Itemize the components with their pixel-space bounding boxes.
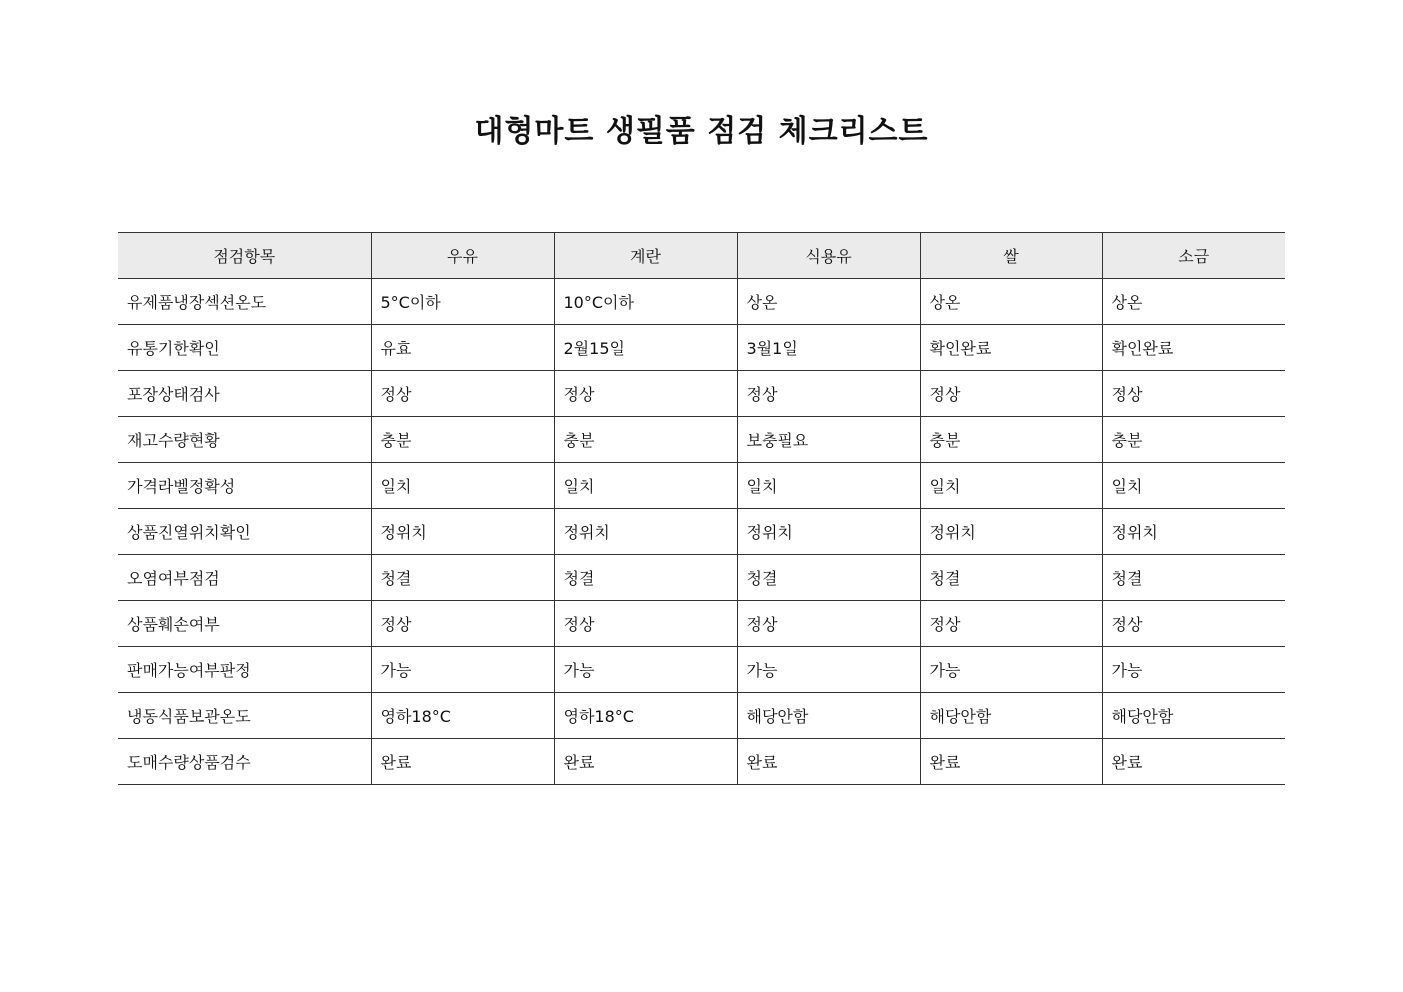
row-label: 냉동식품보관온도 bbox=[118, 693, 371, 739]
table-cell: 정상 bbox=[371, 371, 554, 417]
table-row bbox=[118, 417, 1285, 463]
table-row bbox=[118, 739, 1285, 785]
table-cell: 가능 bbox=[1102, 647, 1285, 693]
table-cell: 일치 bbox=[920, 463, 1102, 509]
table-row bbox=[118, 371, 1285, 417]
table-cell: 영하18°C bbox=[554, 693, 737, 739]
row-label: 유통기한확인 bbox=[118, 325, 371, 371]
table-cell: 해당안함 bbox=[920, 693, 1102, 739]
table-cell: 일치 bbox=[554, 463, 737, 509]
table-cell: 완료 bbox=[920, 739, 1102, 785]
header-row bbox=[118, 233, 1285, 279]
table-cell: 정상 bbox=[1102, 601, 1285, 647]
table-cell: 상온 bbox=[737, 279, 920, 325]
table-cell: 보충필요 bbox=[737, 417, 920, 463]
row-label: 가격라벨정확성 bbox=[118, 463, 371, 509]
table-cell: 유효 bbox=[371, 325, 554, 371]
table-cell: 청결 bbox=[920, 555, 1102, 601]
table-cell: 정위치 bbox=[920, 509, 1102, 555]
table-row bbox=[118, 555, 1285, 601]
table-row bbox=[118, 647, 1285, 693]
table-cell: 충분 bbox=[554, 417, 737, 463]
header-cell-milk: 우유 bbox=[371, 233, 554, 279]
table-cell: 완료 bbox=[371, 739, 554, 785]
table-cell: 일치 bbox=[371, 463, 554, 509]
row-label: 포장상태검사 bbox=[118, 371, 371, 417]
table-cell: 정상 bbox=[554, 371, 737, 417]
table-cell: 일치 bbox=[737, 463, 920, 509]
table-cell: 상온 bbox=[920, 279, 1102, 325]
header-cell-cooking-oil: 식용유 bbox=[737, 233, 920, 279]
table-cell: 확인완료 bbox=[1102, 325, 1285, 371]
table-cell: 충분 bbox=[920, 417, 1102, 463]
table-row bbox=[118, 693, 1285, 739]
table-cell: 정상 bbox=[1102, 371, 1285, 417]
table-cell: 완료 bbox=[737, 739, 920, 785]
table-cell: 정위치 bbox=[371, 509, 554, 555]
row-label: 유제품냉장섹션온도 bbox=[118, 279, 371, 325]
table-cell: 청결 bbox=[371, 555, 554, 601]
table-row bbox=[118, 325, 1285, 371]
table-cell: 정상 bbox=[920, 371, 1102, 417]
table-cell: 정위치 bbox=[554, 509, 737, 555]
table-row bbox=[118, 601, 1285, 647]
table-cell: 정위치 bbox=[1102, 509, 1285, 555]
row-label: 오염여부점검 bbox=[118, 555, 371, 601]
table-row bbox=[118, 279, 1285, 325]
row-label: 상품진열위치확인 bbox=[118, 509, 371, 555]
table-cell: 일치 bbox=[1102, 463, 1285, 509]
table-cell: 정상 bbox=[737, 601, 920, 647]
table-cell: 청결 bbox=[1102, 555, 1285, 601]
table-cell: 2월15일 bbox=[554, 325, 737, 371]
row-label: 도매수량상품검수 bbox=[118, 739, 371, 785]
table-cell: 정상 bbox=[371, 601, 554, 647]
table-cell: 영하18°C bbox=[371, 693, 554, 739]
header-cell-item: 점검항목 bbox=[118, 233, 371, 279]
table-cell: 청결 bbox=[737, 555, 920, 601]
header-cell-egg: 계란 bbox=[554, 233, 737, 279]
table-cell: 해당안함 bbox=[1102, 693, 1285, 739]
row-label: 판매가능여부판정 bbox=[118, 647, 371, 693]
table-cell: 해당안함 bbox=[737, 693, 920, 739]
header-cell-rice: 쌀 bbox=[920, 233, 1102, 279]
checklist-table bbox=[118, 232, 1285, 785]
table-row bbox=[118, 463, 1285, 509]
row-label: 재고수량현황 bbox=[118, 417, 371, 463]
document-title: 대형마트 생필품 점검 체크리스트 bbox=[474, 114, 929, 149]
table-cell: 가능 bbox=[737, 647, 920, 693]
table-cell: 정상 bbox=[920, 601, 1102, 647]
table-cell: 가능 bbox=[554, 647, 737, 693]
table-cell: 정위치 bbox=[737, 509, 920, 555]
table-body bbox=[118, 279, 1285, 785]
table-cell: 충분 bbox=[1102, 417, 1285, 463]
table-cell: 청결 bbox=[554, 555, 737, 601]
row-label: 상품훼손여부 bbox=[118, 601, 371, 647]
header-cell-salt: 소금 bbox=[1102, 233, 1285, 279]
table-cell: 10°C이하 bbox=[554, 279, 737, 325]
table-cell: 완료 bbox=[554, 739, 737, 785]
table-cell: 완료 bbox=[1102, 739, 1285, 785]
table-cell: 3월1일 bbox=[737, 325, 920, 371]
table-cell: 가능 bbox=[371, 647, 554, 693]
table-cell: 5°C이하 bbox=[371, 279, 554, 325]
table-row bbox=[118, 509, 1285, 555]
table-cell: 가능 bbox=[920, 647, 1102, 693]
table-cell: 상온 bbox=[1102, 279, 1285, 325]
table-cell: 정상 bbox=[554, 601, 737, 647]
table-cell: 확인완료 bbox=[920, 325, 1102, 371]
table-cell: 정상 bbox=[737, 371, 920, 417]
table-cell: 충분 bbox=[371, 417, 554, 463]
table-header bbox=[118, 233, 1285, 279]
